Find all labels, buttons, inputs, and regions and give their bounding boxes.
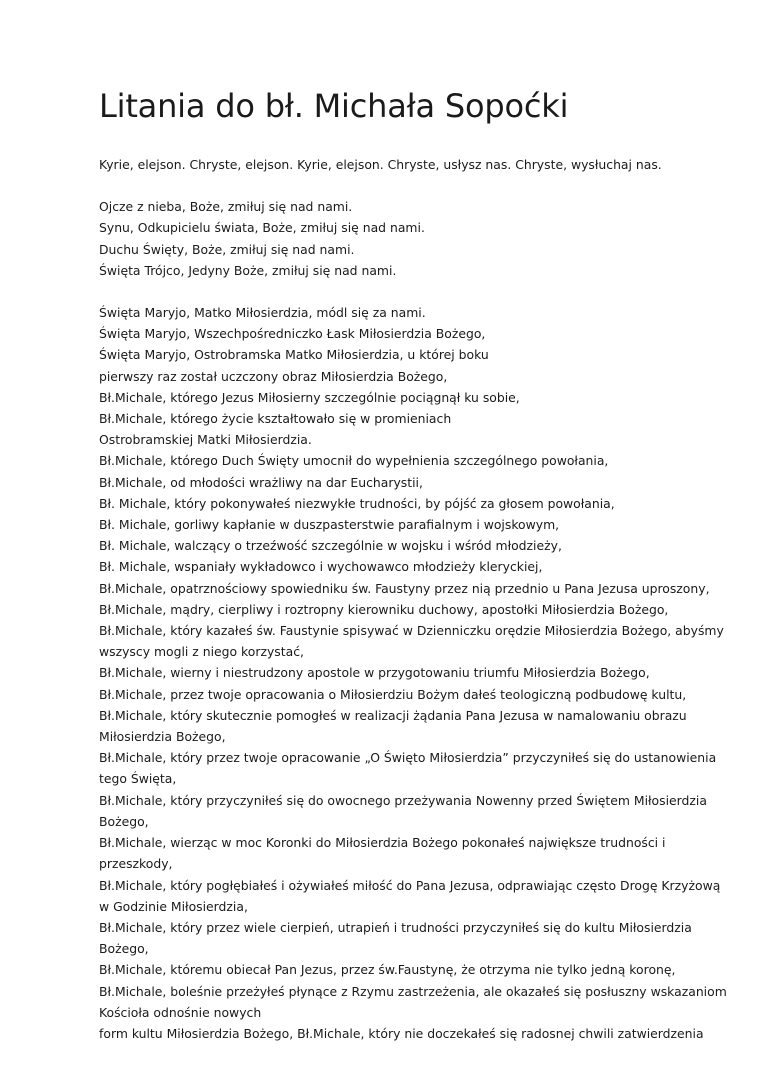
litany-line: Bł.Michale, przez twoje opracowania o Miłosierdziu Bożym dałeś teologiczną podbudowę kultu, xyxy=(99,686,687,702)
litany-line: Bł.Michale, którego życie kształtowało się w promieniach xyxy=(99,411,452,427)
litany-line: przeszkody, xyxy=(99,856,173,872)
litany-line: Bł.Michale, od młodości wrażliwy na dar Eucharystii, xyxy=(99,474,423,490)
litany-line: Kościoła odnośnie nowych xyxy=(99,1004,262,1020)
litany-line: Bł. Michale, walczący o trzeźwość szczególnie w wojsku i wśród młodzieży, xyxy=(99,538,562,554)
litany-line: Bł. Michale, który pokonywałeś niezwykłe trudności, by pójść za głosem powołania, xyxy=(99,495,615,511)
litany-line: Bł.Michale, mądry, cierpliwy i roztropny kierowniku duchowy, apostołki Miłosierdzia Bożego, xyxy=(99,601,669,617)
litany-line: Bł. Michale, gorliwy kapłanie w duszpasterstwie parafialnym i wojskowym, xyxy=(99,517,560,533)
litany-line: Święta Maryjo, Matko Miłosierdzia, módl się za nami. xyxy=(99,305,426,321)
litany-line: form kultu Miłosierdzia Bożego, Bł.Michale, który nie doczekałeś się radosnej chwili zatwierdzenia xyxy=(99,1025,704,1041)
litany-line: Bł.Michale, którego Jezus Miłosierny szczególnie pociągnął ku sobie, xyxy=(99,389,520,405)
litany-paragraph xyxy=(99,154,699,175)
litany-line: tego Święta, xyxy=(99,771,177,787)
litany-line: Święta Trójco, Jedyny Boże, zmiłuj się nad nami. xyxy=(99,262,397,278)
litany-line: Bł. Michale, wspaniały wykładowco i wychowawco młodzieży kleryckiej, xyxy=(99,559,543,575)
litany-line: Bł.Michale, który kazałeś św. Faustynie spisywać w Dzienniczku orędzie Miłosierdzia Bożego, abyśmy xyxy=(99,623,724,639)
litany-line: Bł.Michale, który skutecznie pomogłeś w realizacji żądania Pana Jezusa w namalowaniu obrazu xyxy=(99,707,687,723)
litany-line: Święta Maryjo, Ostrobramska Matko Miłosierdzia, u której boku xyxy=(99,347,489,363)
litany-line: Bł.Michale, który przyczyniłeś się do owocnego przeżywania Nowenny przed Świętem Miłosierdzia xyxy=(99,792,707,808)
litany-line: Święta Maryjo, Wszechpośredniczko Łask Miłosierdzia Bożego, xyxy=(99,326,486,342)
page-title: Litania do bł. Michała Sopoćki xyxy=(99,87,569,125)
litany-line: Bł.Michale, który przez twoje opracowanie „O Święto Miłosierdzia” przyczyniłeś się do ustanowienia xyxy=(99,750,717,766)
litany-line: Duchu Święty, Boże, zmiłuj się nad nami. xyxy=(99,241,355,257)
litany-line: Bł.Michale, któremu obiecał Pan Jezus, przez św.Faustynę, że otrzyma nie tylko jedną koronę, xyxy=(99,962,676,978)
litany-line: Synu, Odkupicielu świata, Boże, zmiłuj się nad nami. xyxy=(99,220,425,236)
litany-line: Ostrobramskiej Matki Miłosierdzia. xyxy=(99,432,312,448)
litany-line: Bł.Michale, który pogłębiałeś i ożywiałeś miłość do Pana Jezusa, odprawiając często Drogę Krzyżową xyxy=(99,877,721,893)
litany-body xyxy=(99,154,727,1044)
litany-line: Bożego, xyxy=(99,941,149,957)
litany-line: Kyrie, elejson. Chryste, elejson. Kyrie, elejson. Chryste, usłysz nas. Chryste, wysłuchaj nas. xyxy=(99,157,662,172)
litany-line: Bożego, xyxy=(99,813,149,829)
litany-line: Bł.Michale, opatrznościowy spowiedniku św. Faustyny przez nią przednio u Pana Jezusa uproszony, xyxy=(99,580,710,596)
litany-line: Bł.Michale, wierny i niestrudzony apostole w przygotowaniu triumfu Miłosierdzia Bożego, xyxy=(99,665,650,681)
litany-paragraph xyxy=(99,302,727,1044)
litany-line: w Godzinie Miłosierdzia, xyxy=(99,898,248,914)
litany-line: Bł.Michale, wierząc w moc Koronki do Miłosierdzia Bożego pokonałeś największe trudności i xyxy=(99,835,666,851)
litany-line: wszyscy mogli z niego korzystać, xyxy=(99,644,304,660)
document-page xyxy=(99,86,727,1065)
litany-paragraph xyxy=(99,196,699,281)
litany-line: Bł.Michale, którego Duch Święty umocnił do wypełnienia szczególnego powołania, xyxy=(99,453,609,469)
litany-line: Ojcze z nieba, Boże, zmiłuj się nad nami. xyxy=(99,199,353,215)
litany-line: Bł.Michale, boleśnie przeżyłeś płynące z Rzymu zastrzeżenia, ale okazałeś się posłuszny wskazaniom xyxy=(99,983,727,999)
litany-line: Bł.Michale, który przez wiele cierpień, utrapień i trudności przyczyniłeś się do kultu Miłosierdzia xyxy=(99,919,692,935)
litany-line: pierwszy raz został uczczony obraz Miłosierdzia Bożego, xyxy=(99,368,448,384)
litany-line: Miłosierdzia Bożego, xyxy=(99,729,226,745)
